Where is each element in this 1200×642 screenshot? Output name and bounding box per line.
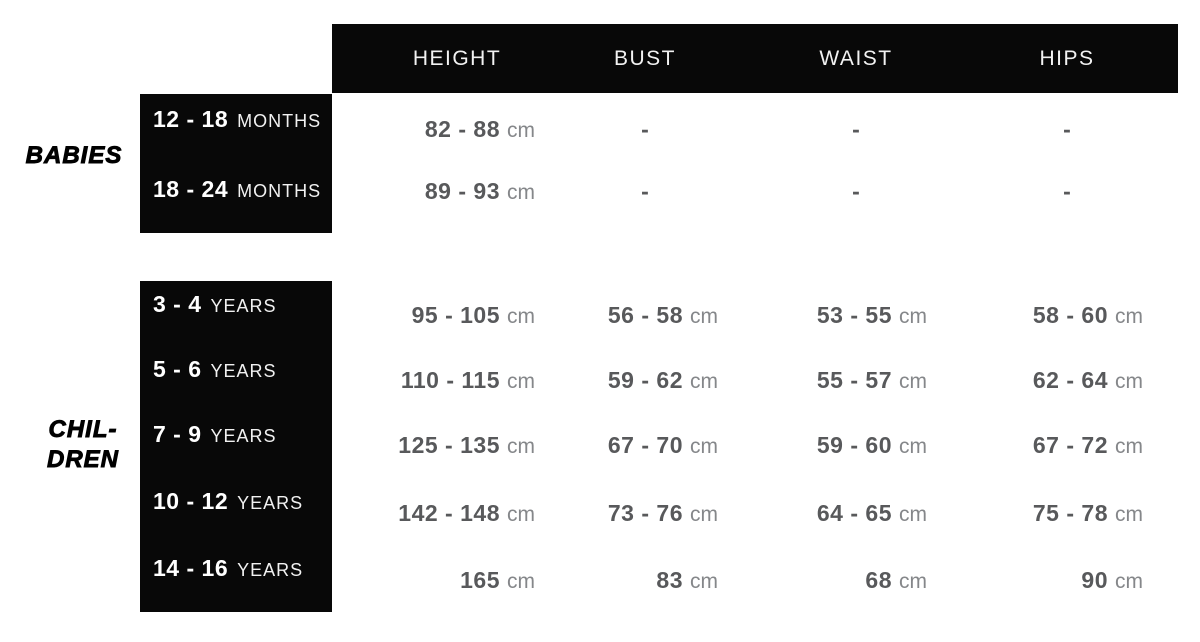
measurement-unit: cm — [899, 435, 927, 458]
measurement-value: 62 - 64 — [1032, 367, 1108, 393]
value-cell-hips — [883, 498, 1143, 528]
measurement-unit: cm — [690, 435, 718, 458]
empty-value-dash-hips: - — [1063, 116, 1071, 142]
value-cell-hips — [883, 565, 1143, 595]
empty-value-dash-bust: - — [641, 116, 649, 142]
measurement-value: 89 - 93 — [424, 178, 500, 204]
value-cell-hips — [883, 300, 1143, 330]
measurement-value: 165 — [460, 567, 500, 593]
age-period: YEARS — [237, 560, 304, 580]
section-label-children-line1: CHIL- — [48, 416, 118, 443]
measurement-unit: cm — [899, 305, 927, 328]
section-label-children-line2: DREN — [46, 446, 119, 473]
measurement-unit: cm — [1115, 370, 1143, 393]
empty-value-dash-hips: - — [1063, 178, 1071, 204]
measurement-unit: cm — [1115, 435, 1143, 458]
age-range: 14 - 16 — [153, 555, 229, 581]
measurement-unit: cm — [899, 370, 927, 393]
column-header-bust: BUST — [613, 47, 676, 70]
age-range: 12 - 18 — [153, 106, 229, 132]
measurement-value: 59 - 60 — [816, 432, 892, 458]
value-cell-height — [275, 114, 535, 144]
measurement-value: 90 — [1081, 567, 1108, 593]
measurement-unit: cm — [1115, 503, 1143, 526]
value-cell-height — [275, 176, 535, 206]
age-period: MONTHS — [237, 181, 322, 201]
row-label-3-4-years — [153, 289, 277, 319]
measurement-value: 55 - 57 — [816, 367, 892, 393]
column-header-hips: HIPS — [1039, 47, 1095, 70]
age-period: MONTHS — [237, 111, 322, 131]
measurement-unit: cm — [690, 305, 718, 328]
measurement-value: 95 - 105 — [411, 302, 500, 328]
measurement-value: 73 - 76 — [607, 500, 683, 526]
measurement-value: 56 - 58 — [607, 302, 683, 328]
column-header-waist: WAIST — [819, 47, 893, 70]
measurement-value: 142 - 148 — [398, 500, 500, 526]
column-header-height: HEIGHT — [412, 47, 502, 70]
age-range: 10 - 12 — [153, 488, 229, 514]
empty-value-dash-waist: - — [852, 116, 860, 142]
measurement-unit: cm — [1115, 570, 1143, 593]
age-period: YEARS — [237, 493, 304, 513]
measurement-unit: cm — [690, 570, 718, 593]
empty-value-dash-bust: - — [641, 178, 649, 204]
measurement-unit: cm — [507, 503, 535, 526]
age-range: 7 - 9 — [153, 421, 202, 447]
measurement-unit: cm — [507, 570, 535, 593]
value-cell-hips — [883, 430, 1143, 460]
measurement-unit: cm — [690, 503, 718, 526]
measurement-value: 67 - 70 — [607, 432, 683, 458]
measurement-value: 58 - 60 — [1032, 302, 1108, 328]
measurement-value: 83 — [656, 567, 683, 593]
row-label-7-9-years — [153, 419, 277, 449]
measurement-value: 125 - 135 — [398, 432, 500, 458]
measurement-value: 67 - 72 — [1032, 432, 1108, 458]
row-label-5-6-years — [153, 354, 277, 384]
empty-value-dash-waist: - — [852, 178, 860, 204]
measurement-unit: cm — [899, 503, 927, 526]
age-period: YEARS — [210, 361, 277, 381]
section-label-babies-text: BABIES — [25, 142, 123, 169]
section-label-children — [8, 415, 158, 475]
measurement-value: 110 - 115 — [400, 367, 500, 393]
measurement-unit: cm — [507, 370, 535, 393]
measurement-unit: cm — [507, 181, 535, 204]
age-range: 5 - 6 — [153, 356, 202, 382]
measurement-unit: cm — [507, 119, 535, 142]
age-range: 3 - 4 — [153, 291, 202, 317]
value-cell-hips — [883, 365, 1143, 395]
age-period: YEARS — [210, 426, 277, 446]
measurement-value: 64 - 65 — [816, 500, 892, 526]
measurement-value: 59 - 62 — [607, 367, 683, 393]
age-range: 18 - 24 — [153, 176, 229, 202]
measurement-value: 82 - 88 — [424, 116, 500, 142]
measurement-unit: cm — [507, 435, 535, 458]
measurement-unit: cm — [690, 370, 718, 393]
section-label-babies — [0, 141, 148, 171]
measurement-value: 53 - 55 — [816, 302, 892, 328]
measurement-value: 68 — [865, 567, 892, 593]
measurement-unit: cm — [507, 305, 535, 328]
measurement-value: 75 - 78 — [1032, 500, 1108, 526]
measurement-unit: cm — [899, 570, 927, 593]
measurement-unit: cm — [1115, 305, 1143, 328]
age-period: YEARS — [210, 296, 277, 316]
